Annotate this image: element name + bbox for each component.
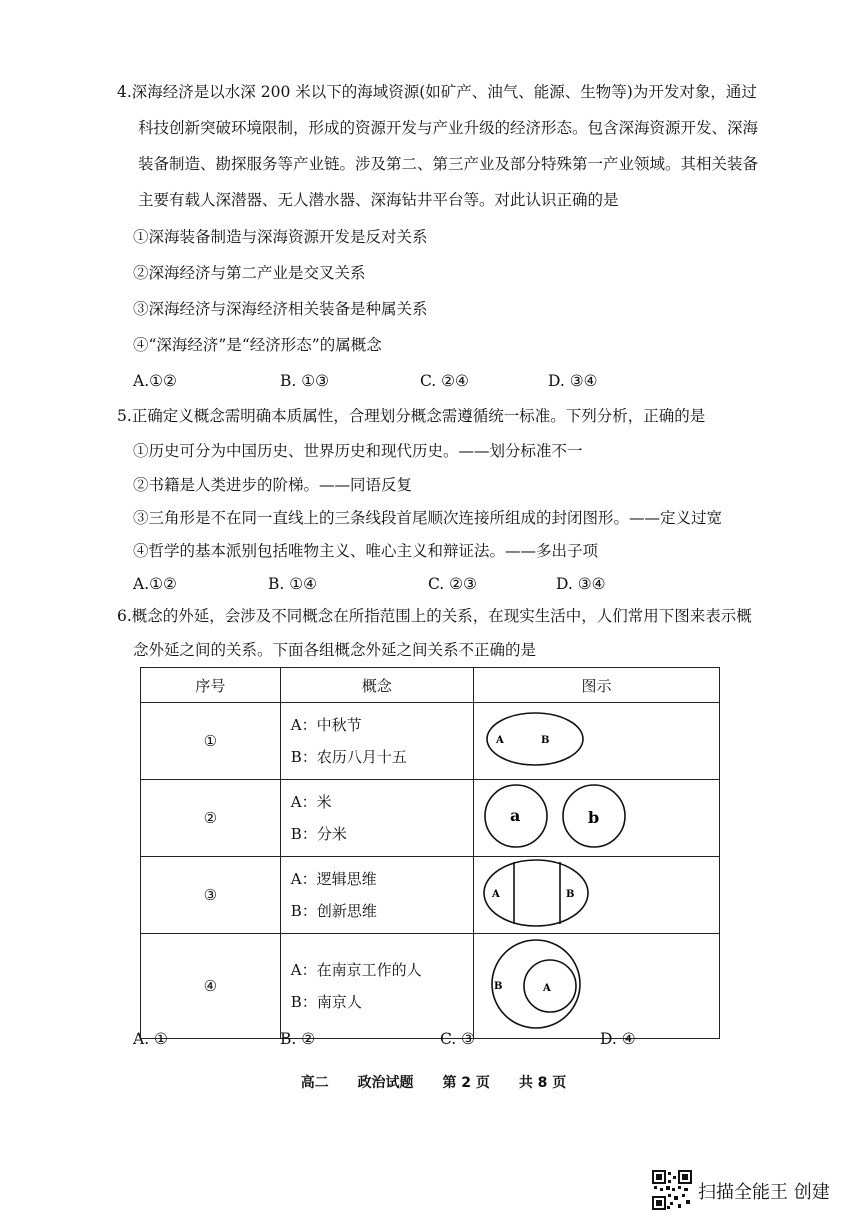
diagram-label-2: b (587, 808, 600, 827)
ellipse-diagram (474, 703, 719, 775)
diagram-label-1: A (491, 889, 500, 900)
q4-line-4: 主要有载人深潜器、无人潜水器、深海钻井平台等。对此认识正确的是 (138, 191, 619, 209)
row-concepts (280, 934, 473, 1039)
table-row (141, 780, 720, 857)
diagram-separate (473, 780, 719, 857)
q4-option-c: C. ②④ (420, 372, 469, 390)
q4-line-2: 科技创新突破环境限制，形成的资源开发与产业升级的经济形态。包含深海资源开发、深海 (138, 119, 759, 137)
scanner-text: 扫描全能王 创建 (698, 1182, 830, 1203)
diagram-label-2: B (565, 889, 575, 900)
concept-b: B：农历八月十五 (290, 748, 407, 766)
row-concepts (280, 780, 473, 857)
footer-page: 第 2 页 (442, 1075, 490, 1091)
diagram-identity (473, 703, 719, 780)
q5-item-2: ②书籍是人类进步的阶梯。——同语反复 (133, 476, 413, 494)
q5-option-d: D. ③④ (556, 575, 606, 593)
q4-item-1: ①深海装备制造与深海资源开发是反对关系 (133, 228, 428, 246)
q4-option-a: A.①② (133, 372, 177, 390)
q4-option-d: D. ③④ (548, 372, 598, 390)
row-concepts (280, 703, 473, 780)
table-row (141, 703, 720, 780)
header-diagram: 图示 (473, 668, 719, 703)
page-footer (0, 1072, 867, 1092)
table-row (141, 857, 720, 934)
row-number: ③ (141, 857, 281, 934)
row-number: ④ (141, 934, 281, 1039)
concept-a: A：逻辑思维 (290, 870, 377, 888)
table-header-row (141, 668, 720, 703)
two-circles-diagram (474, 780, 719, 852)
q6-option-d: D. ④ (600, 1030, 636, 1048)
concept-b: B：分米 (290, 825, 347, 843)
concept-b: B：创新思维 (290, 902, 377, 920)
q5-item-1: ①历史可分为中国历史、世界历史和现代历史。——划分标准不一 (133, 442, 583, 460)
footer-total: 共 8 页 (518, 1075, 567, 1091)
diagram-label-2: B (540, 735, 550, 746)
q5-line-1: 5.正确定义概念需明确本质属性，合理划分概念需遵循统一标准。下列分析，正确的是 (117, 407, 706, 425)
concept-a: A：米 (290, 793, 332, 811)
header-concept: 概念 (280, 668, 473, 703)
diagram-contradictory (473, 857, 719, 934)
divided-ellipse-diagram (474, 857, 719, 929)
row-concepts (280, 857, 473, 934)
q6-line-1: 6.概念的外延，会涉及不同概念在所指范围上的关系，在现实生活中，人们常用下图来表示概 (117, 607, 752, 625)
q5-option-c: C. ②③ (428, 575, 477, 593)
row-number: ② (141, 780, 281, 857)
footer-subject: 政治试题 (357, 1075, 414, 1091)
concept-b: B：南京人 (290, 993, 362, 1011)
concept-a: A：中秋节 (290, 716, 362, 734)
row-number: ① (141, 703, 281, 780)
q4-option-b: B. ①③ (280, 372, 330, 390)
q6-option-b: B. ② (280, 1030, 316, 1048)
q5-option-b: B. ①④ (268, 575, 318, 593)
concept-a: A：在南京工作的人 (290, 961, 422, 979)
q4-item-2: ②深海经济与第二产业是交叉关系 (133, 264, 366, 282)
q5-item-4: ④哲学的基本派别包括唯物主义、唯心主义和辩证法。——多出子项 (133, 542, 599, 560)
diagram-label-1: a (509, 806, 521, 825)
q6-option-c: C. ③ (440, 1030, 476, 1048)
footer-grade: 高二 (300, 1075, 329, 1091)
table-row (141, 934, 720, 1039)
diagram-label-1: B (493, 981, 503, 992)
q5-item-3: ③三角形是不在同一直线上的三条线段首尾顺次连接所组成的封闭图形。——定义过宽 (133, 509, 723, 527)
q4-line-3: 装备制造、勘探服务等产业链。涉及第二、第三产业及部分特殊第一产业领域。其相关装备 (138, 155, 759, 173)
q4-line-1: 4.深海经济是以水深 200 米以下的海域资源(如矿产、油气、能源、生物等)为开发对象，通过 (117, 83, 757, 101)
header-number: 序号 (141, 668, 281, 703)
concept-table (140, 667, 720, 1039)
q6-line-2: 念外延之间的关系。下面各组概念外延之间关系不正确的是 (133, 641, 537, 659)
q4-item-4: ④“深海经济”是“经济形态”的属概念 (133, 336, 382, 354)
diagram-inclusion (473, 934, 719, 1039)
q6-option-a: A. ① (133, 1030, 168, 1048)
q5-option-a: A.①② (133, 575, 177, 593)
nested-circles-diagram (474, 934, 719, 1034)
diagram-label-1: A (495, 735, 504, 746)
q4-item-3: ③深海经济与深海经济相关装备是种属关系 (133, 300, 428, 318)
scanner-watermark (650, 1170, 860, 1210)
diagram-label-2: A (542, 983, 551, 994)
qr-code-icon (652, 1170, 692, 1210)
